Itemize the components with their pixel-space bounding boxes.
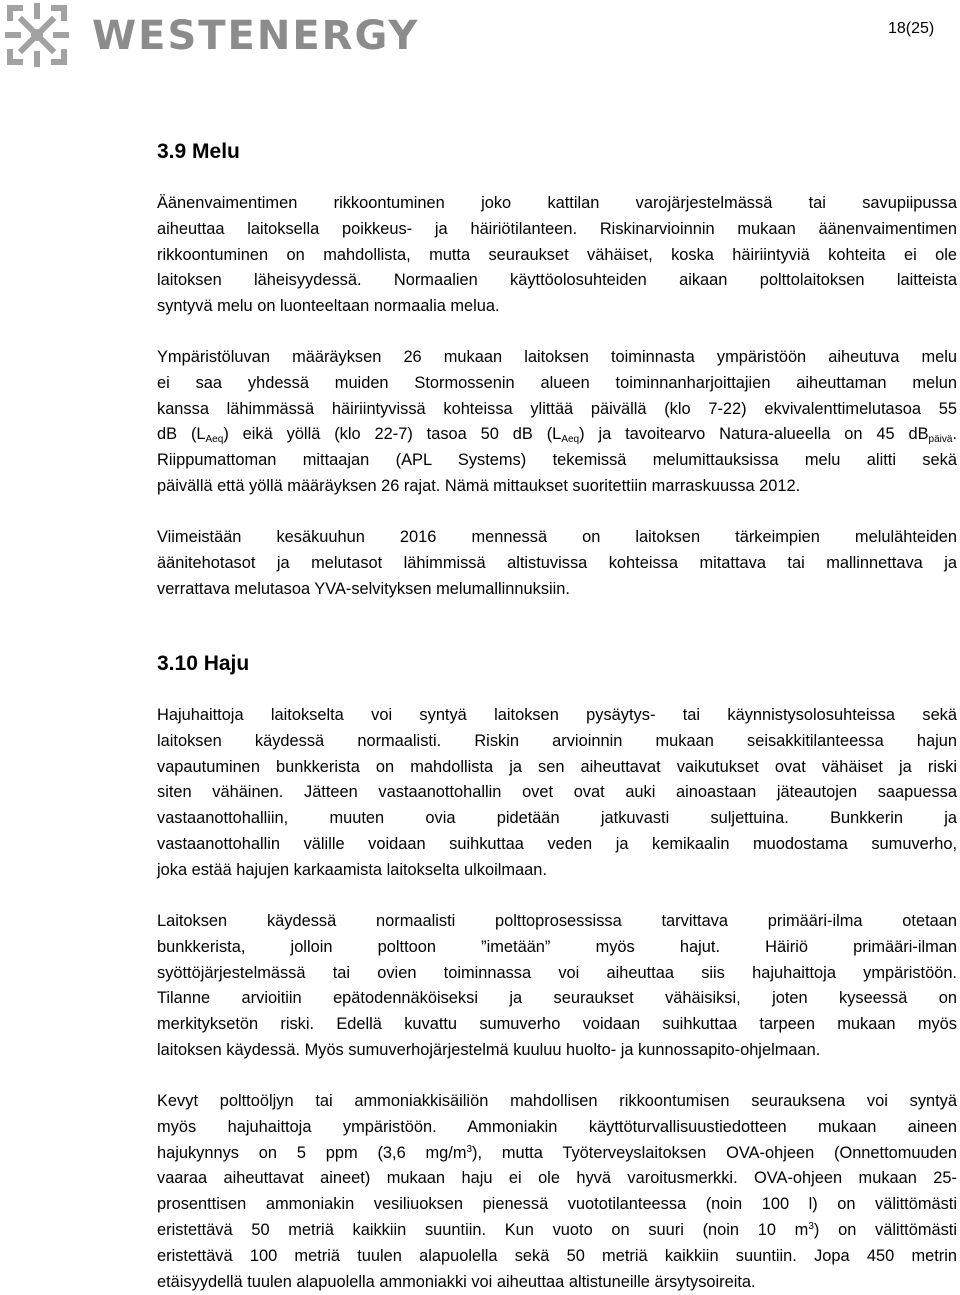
text-line: hajukynnys on 5 ppm (3,6 $mg/m^3$), mutta Työterveyslaitoksen OVA-ohjeen (Onnettomuuden: [157, 1143, 957, 1162]
text-line: siten vähäinen. Jätteen vastaanottohallin ovet ovat auki ainoastaan jäteautojen saapuessa: [157, 783, 957, 802]
text-line: verrattava melutasoa YVA-selvityksen melumallinnuksiin.: [157, 579, 570, 598]
text-line: prosenttisen ammoniakin vesiliuoksen pienessä vuototilanteessa (noin 100 l) on välittömästi: [157, 1195, 957, 1214]
text-line: kanssa lähimmässä häiriintyvissä kohteissa ylittää päivällä (klo 7-22) ekvivalenttimelutasoa 55: [157, 399, 957, 418]
paragraph: [157, 345, 957, 500]
text-line: ei saa yhdessä muiden Stormossenin alueen toiminnanharjoittajien aiheuttaman melun: [157, 373, 957, 392]
paragraph: [157, 909, 957, 1064]
text-line: Viimeistään kesäkuuhun 2016 mennessä on laitoksen tärkeimpien melulähteiden: [157, 528, 957, 546]
paragraph: [157, 703, 957, 884]
text-line: Laitoksen käydessä normaalisti polttoprosessissa tarvittava primääri-ilma otetaan: [157, 912, 957, 930]
section-heading-haju: 3.10 Haju: [157, 652, 250, 675]
text-line: Hajuhaittoja laitokselta voi syntyä laitoksen pysäytys- tai käynnistysolosuhteissa sekä: [157, 706, 957, 724]
text-line: Tilanne arvioitiin epätodennäköiseksi ja seuraukset vähäisiksi, joten kyseessä on: [157, 989, 957, 1008]
text-line: Äänenvaimentimen rikkoontuminen joko kattilan varojärjestelmässä tai savupiipussa: [157, 194, 957, 212]
westenergy-logo-icon: [4, 2, 70, 68]
paragraph: [157, 191, 957, 320]
text-line: myös hajuhaittoja ympäristöön. Ammoniakin käyttöturvallisuustiedotteen mukaan aineen: [157, 1117, 957, 1136]
text-line: laitoksen käydessä. Myös sumuverhojärjestelmä kuuluu huolto- ja kunnossapito-ohjelmaan.: [157, 1040, 821, 1059]
text-line: aiheuttaa laitoksella poikkeus- ja häiriötilanteen. Riskinarvioinnin mukaan äänenvaimentimen: [157, 219, 957, 238]
text-line: rikkoontuminen on mahdollista, mutta seuraukset vähäiset, koska häiriintyviä kohteita ei ole: [157, 245, 957, 264]
text-line: syöttöjärjestelmässä tai ovien toiminnassa voi aiheuttaa siis hajuhaittoja ympäristöön.: [157, 963, 957, 982]
text-line: dB $(L_{Aeq})$ eikä yöllä (klo 22-7) tasoa 50 dB $(L_{Aeq})$ ja tavoitearvo Natura-alueella on 45 $dB_{päivä}$.: [157, 425, 957, 446]
text-line: bunkkerista, jolloin polttoon ”imetään” myös hajut. Häiriö primääri-ilman: [157, 937, 957, 956]
text-line: Riippumattoman mittaajan (APL Systems) tekemissä melumittauksissa melu alitti sekä: [157, 451, 957, 470]
text-line: vastaanottohalliin, muuten ovia pidetään jatkuvasti suljettuina. Bunkkerin ja: [157, 809, 957, 828]
text-line: Ympäristöluvan määräyksen 26 mukaan laitoksen toiminnasta ympäristöön aiheutuva melu: [157, 348, 957, 366]
text-line: päivällä että yöllä määräyksen 26 rajat. Nämä mittaukset suoritettiin marraskuussa 2012.: [157, 476, 801, 495]
text-line: eristettävä 100 metriä tuulen alapuolella sekä 50 metriä kaikkiin suuntiin. Jopa 450 metrin: [157, 1246, 957, 1265]
text-line: vastaanottohallin välille voidaan suihkuttaa veden ja kemikaalin muodostama sumuverho,: [157, 834, 957, 853]
text-line: eristettävä 50 metriä kaikkiin suuntiin. Kun vuoto on suuri (noin 10 $m^3$) on välittömästi: [157, 1220, 957, 1239]
logo-wordmark: WESTENERGY: [92, 13, 420, 59]
text-line: laitoksen läheisyydessä. Normaalien käyttöolosuhteiden aikaan polttolaitoksen laitteista: [157, 271, 957, 290]
text-line: syntyvä melu on luonteeltaan normaalia melua.: [157, 297, 500, 316]
text-line: joka estää hajujen karkaamista laitokselta ulkoilmaan.: [157, 860, 547, 879]
text-line: vapautuminen bunkkerista on mahdollista ja sen aiheuttavat vaikutukset ovat vähäiset ja riski: [157, 757, 957, 776]
text-line: vaaraa aiheuttavat aineet) mukaan haju ei ole hyvä varoitusmerkki. OVA-ohjeen mukaan 25-: [157, 1169, 957, 1188]
text-line: laitoksen käydessä normaalisti. Riskin arvioinnin mukaan seisakkitilanteessa hajun: [157, 731, 957, 750]
paragraph: [157, 525, 957, 602]
page-header: [0, 0, 960, 70]
page-number: 18(25): [888, 20, 935, 37]
text-line: äänitehotasot ja melutasot lähimmissä altistuvissa kohteissa mitattava tai mallinnettava ja: [157, 553, 957, 572]
text-line: merkityksetön riski. Edellä kuvattu sumuverho voidaan suihkuttaa tarpeen mukaan myös: [157, 1015, 957, 1034]
section-heading-melu: 3.9 Melu: [157, 140, 240, 163]
paragraph: [157, 1089, 957, 1295]
text-line: Kevyt polttoöljyn tai ammoniakkisäiliön mahdollisen rikkoontumisen seurauksena voi syntyä: [157, 1092, 957, 1110]
text-line: etäisyydellä tuulen alapuolella ammoniakki voi aiheuttaa altistuneille ärsytysoireita.: [157, 1272, 756, 1291]
